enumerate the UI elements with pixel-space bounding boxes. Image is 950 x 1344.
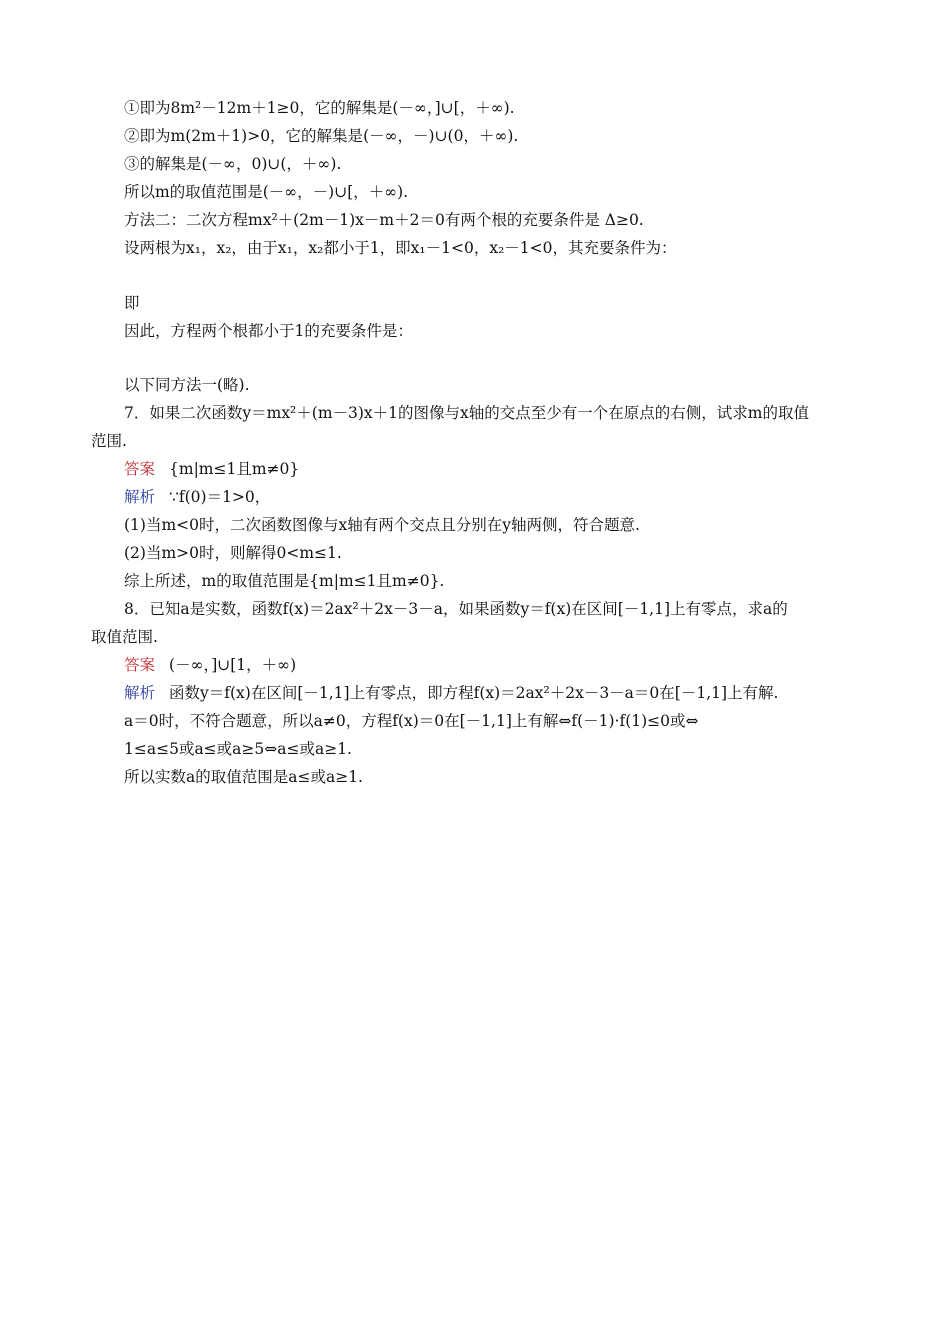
answer-label: 答案 (124, 656, 156, 674)
text-line: ③的解集是(－∞，0)∪(，＋∞). (124, 155, 342, 173)
text-line: 设两根为x₁，x₂，由于x₁，x₂都小于1，即x₁－1<0，x₂－1<0，其充要条件为： (124, 239, 677, 257)
analysis-text: ∵f(0)＝1>0， (169, 488, 271, 506)
analysis-label: 解析 (124, 488, 156, 506)
text-line: 1≤a≤5或a≤或a≥5⇔a≤或a≥1. (124, 740, 352, 758)
question-7-stem: 7．如果二次函数y＝mx²＋(m－3)x＋1的图像与x轴的交点至少有一个在原点的右侧，试求m的取值 (124, 404, 809, 422)
text-line: (2)当m>0时，则解得0<m≤1. (124, 544, 342, 562)
text-line: 所以实数a的取值范围是a≤或a≥1. (124, 768, 363, 786)
analysis-label: 解析 (124, 684, 156, 702)
question-8-stem-cont: 取值范围. (91, 628, 158, 646)
text-line: 综上所述，m的取值范围是{m|m≤1且m≠0}. (124, 572, 445, 590)
text-line: 所以m的取值范围是(－∞，－)∪[，＋∞). (124, 183, 409, 201)
question-7-stem-cont: 范围. (91, 432, 127, 450)
text-line: 方法二：二次方程mx²＋(2m－1)x－m＋2＝0有两个根的充要条件是 Δ≥0. (124, 211, 644, 229)
text-line: ①即为8m²－12m＋1≥0，它的解集是(－∞，]∪[，＋∞). (124, 99, 515, 117)
answer-text: (－∞，]∪[1，＋∞) (169, 656, 297, 674)
text-line: 即 (124, 294, 140, 312)
text-line: a＝0时，不符合题意，所以a≠0，方程f(x)＝0在[－1,1]上有解⇔f(－1)·f(1)≤0或⇔ (124, 712, 699, 730)
answer-label: 答案 (124, 460, 156, 478)
q7-answer-row (124, 458, 299, 480)
answer-text: {m|m≤1且m≠0} (169, 460, 300, 478)
q8-analysis-row (124, 682, 778, 704)
text-line: 因此，方程两个根都小于1的充要条件是： (124, 322, 413, 340)
text-line: 以下同方法一(略). (124, 376, 250, 394)
analysis-text: 函数y＝f(x)在区间[－1,1]上有零点，即方程f(x)＝2ax²＋2x－3－a＝0在[－1,1]上有解. (169, 684, 779, 702)
text-line: (1)当m<0时，二次函数图像与x轴有两个交点且分别在y轴两侧，符合题意. (124, 516, 640, 534)
q8-answer-row (124, 654, 296, 676)
text-line: ②即为m(2m＋1)>0，它的解集是(－∞，－)∪(0，＋∞). (124, 127, 519, 145)
question-8-stem: 8．已知a是实数，函数f(x)＝2ax²＋2x－3－a，如果函数y＝f(x)在区间[－1,1]上有零点，求a的 (124, 600, 788, 618)
q7-analysis-row (124, 486, 270, 508)
